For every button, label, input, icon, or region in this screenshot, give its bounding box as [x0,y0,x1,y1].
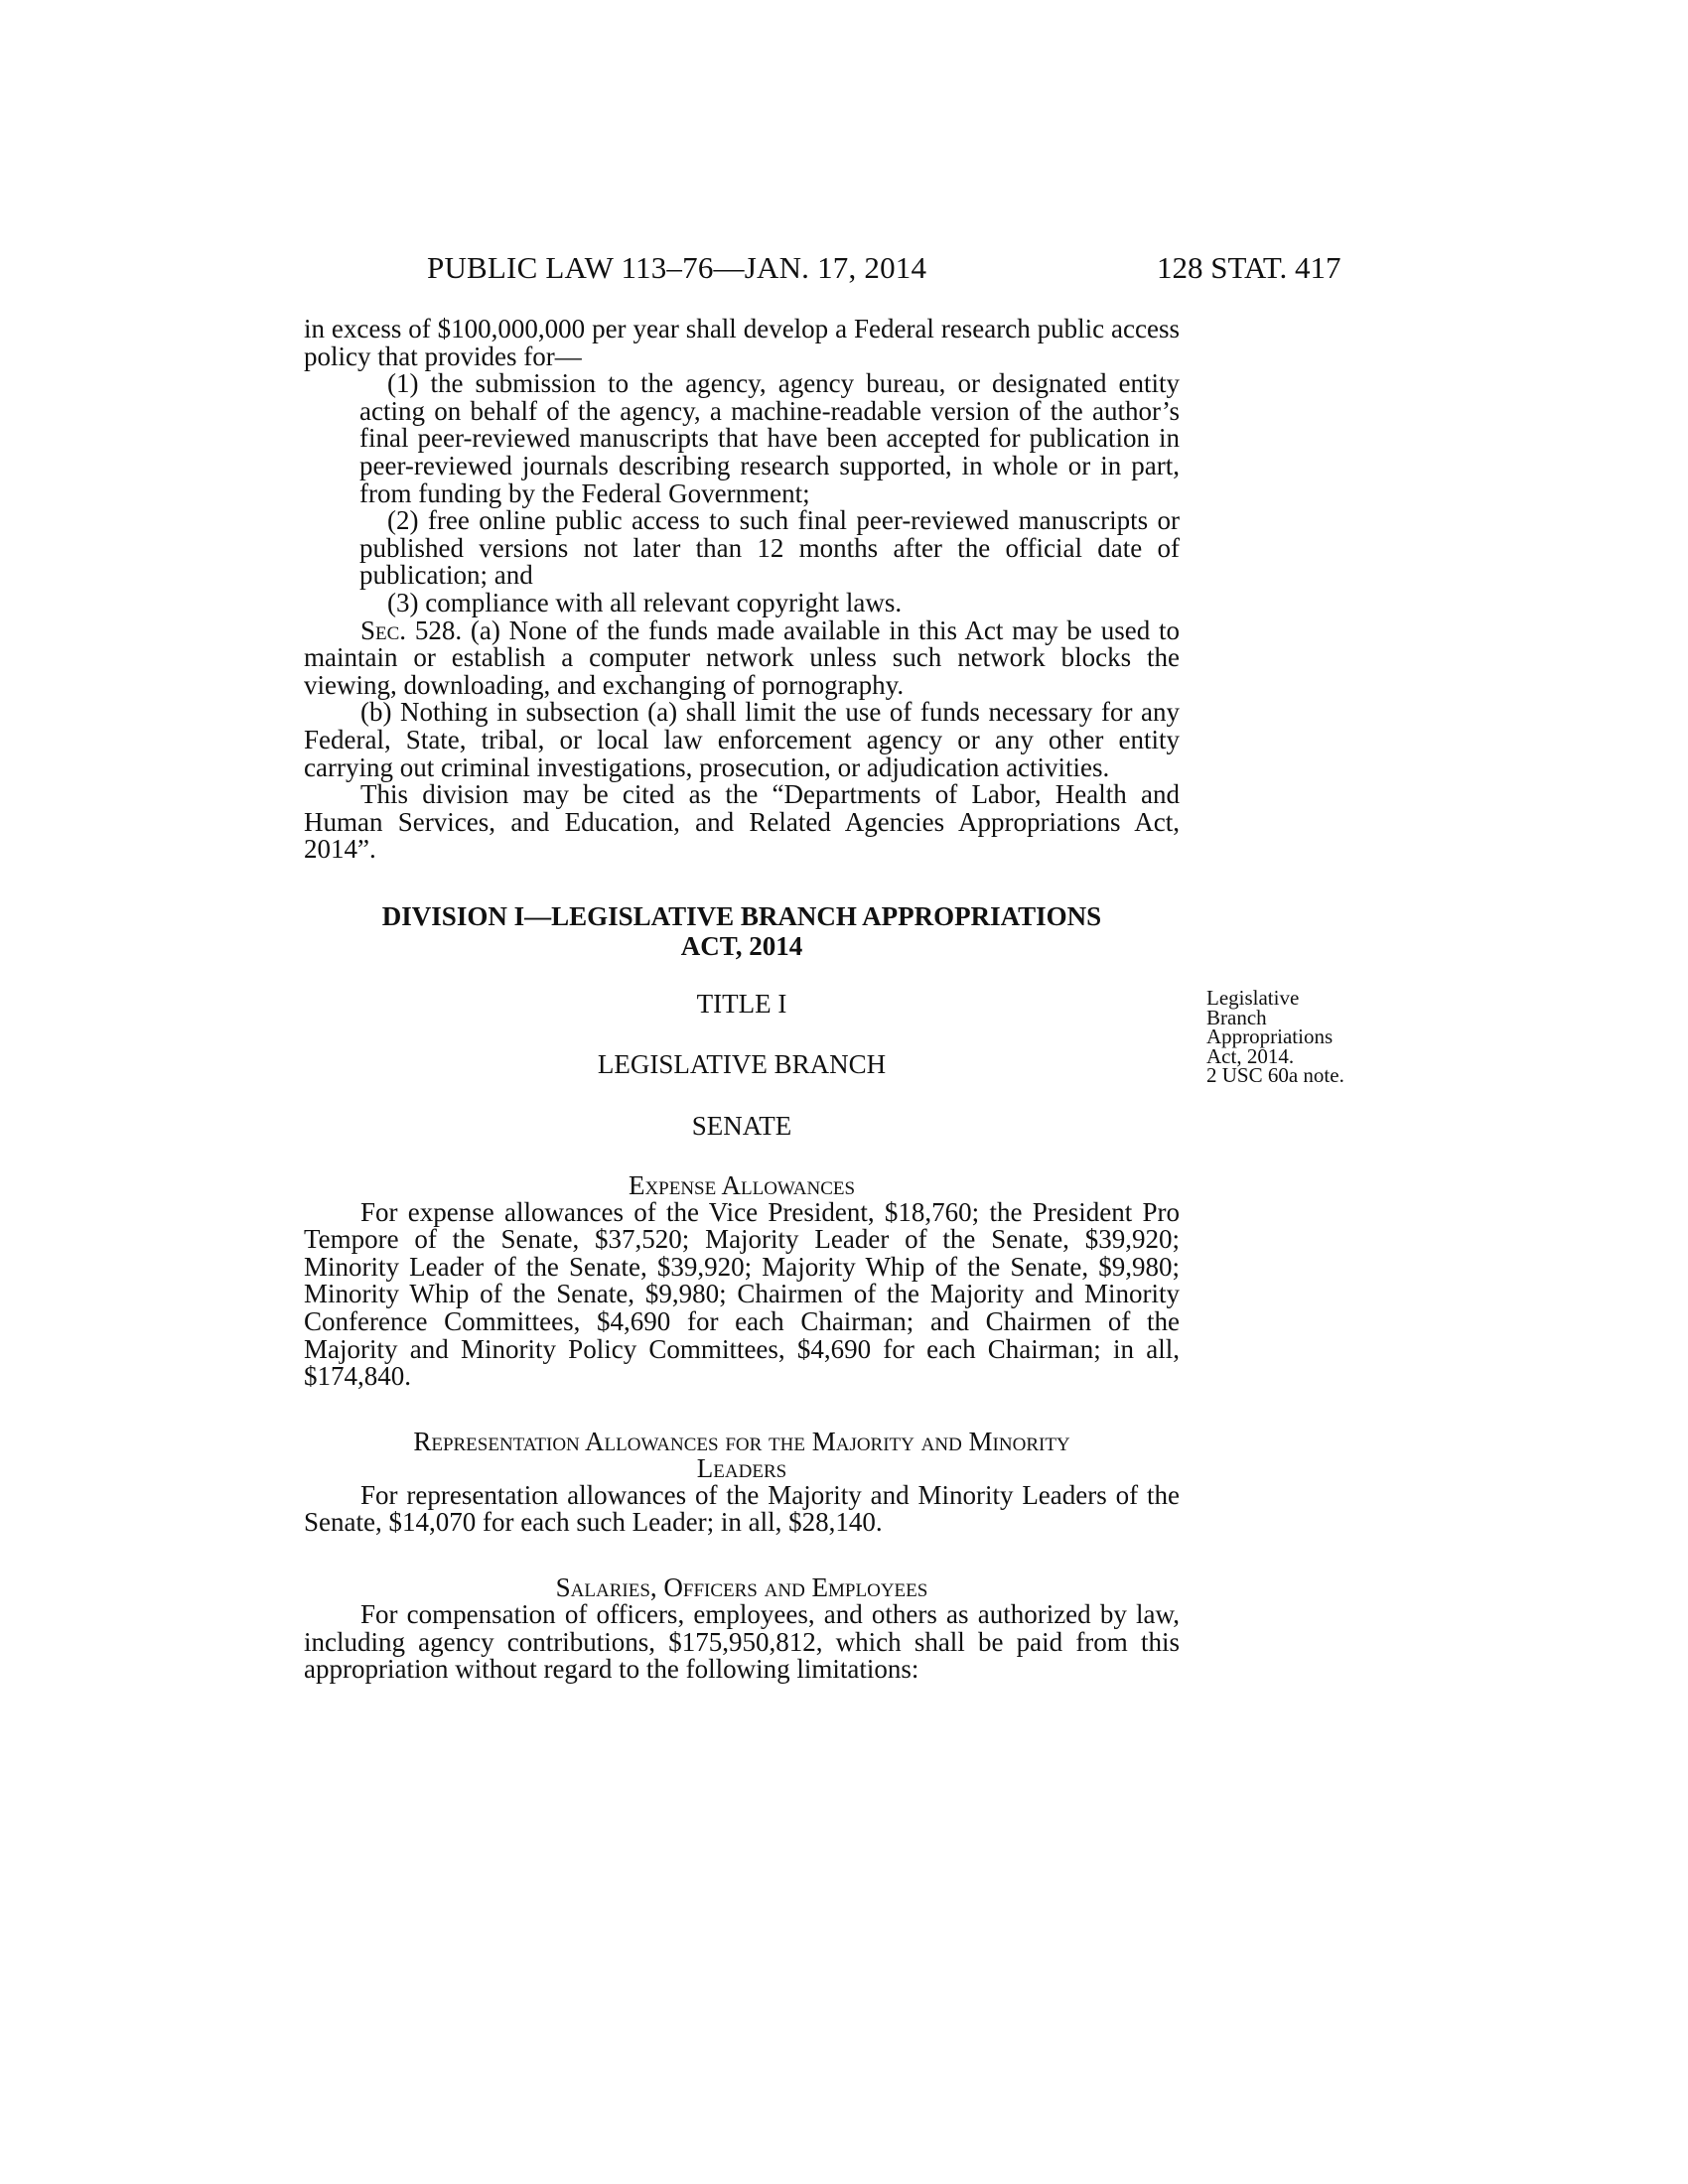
title-heading: TITLE I [696,988,787,1019]
section-528-subsection-b: (b) Nothing in subsection (a) shall limit the use of funds necessary for any Federal, State, tribal, or local law enforcement agency or any other entity carrying out criminal investigations, prosecution, or adjudication activities. [304,697,1180,782]
margin-note-line: Legislative [1206,986,1300,1010]
list-item-1-text: (1) the submission to the agency, agency bureau, or designated entity acting on behalf of the agency, a machine-readable version of the author’s final peer-reviewed manuscripts that have been accepted for publication in peer-reviewed journals describing research supported, in whole or in part, from funding by the Federal Government; [359,368,1180,508]
senate-heading: SENATE [691,1111,792,1142]
margin-note [1206,986,1385,1087]
expense-allowances-paragraph: For expense allowances of the Vice President, $18,760; the President Pro Tempore of the Senate, $37,520; Majority Leader of the Senate, $39,920; Minority Leader of the Senate, $39,920; Majority Whip of the Senate, $9,980; Minority Whip of the Senate, $9,980; Chairmen of the Majority and Minority Conference Committees, $4,690 for each Chairman; and Chairmen of the Majority and Minority Policy Committees, $4,690 for each Chairman; in all, $174,840. [304,1196,1180,1392]
list-item-2 [304,507,1180,590]
representation-allowances-heading [304,1426,1180,1483]
statute-page-reference: 128 STAT. 417 [1157,250,1341,285]
section-label: Sec. [360,614,407,645]
main-text-column [304,316,1180,1684]
running-header-title: PUBLIC LAW 113–76—JAN. 17, 2014 [427,250,927,285]
list-item-2-text: (2) free online public access to such final peer-reviewed manuscripts or published versions not later than 12 months after the official date of publication; and [359,505,1180,591]
division-heading-line-2: ACT, 2014 [680,930,803,961]
representation-allowances-paragraph: For representation allowances of the Majority and Minority Leaders of the Senate, $14,070 for each such Leader; in all, $28,140. [304,1479,1180,1538]
list-item-1 [304,370,1180,507]
list-item-3 [304,587,1180,617]
margin-note-line: Act, 2014. [1206,1043,1295,1068]
salaries-paragraph: For compensation of officers, employees, and others as authorized by law, including agency contributions, $175,950,812, which shall be paid from this appropriation without regard to the following limitations: [304,1599,1180,1685]
salaries-heading: Salaries, Officers and Employees [555,1572,928,1602]
branch-heading: LEGISLATIVE BRANCH [597,1049,887,1080]
margin-note-line: Branch [1206,1005,1267,1029]
division-heading [304,901,1180,961]
opening-paragraph: in excess of $100,000,000 per year shall develop a Federal research public access policy that provides for— [304,314,1180,371]
margin-note-line: Appropriations [1206,1024,1334,1048]
division-heading-line-1: DIVISION I—LEGISLATIVE BRANCH APPROPRIATIONS [381,900,1102,931]
citation-paragraph: This division may be cited as the “Departments of Labor, Health and Human Services, and Education, and Related Agencies Appropriations Act, 2014”. [304,779,1180,865]
list-item-3-text: (3) compliance with all relevant copyright laws. [387,587,903,617]
representation-heading-line-2: Leaders [696,1452,787,1483]
margin-note-line: 2 USC 60a note. [1206,1063,1344,1087]
expense-allowances-heading: Expense Allowances [628,1169,856,1200]
section-528-text: 528. (a) None of the funds made available in this Act may be used to maintain or establish a computer network unless such network blocks the viewing, downloading, and exchanging of pornography. [304,614,1180,700]
section-528-paragraph [304,614,1180,700]
representation-heading-line-1: Representation Allowances for the Majority and Minority [413,1426,1070,1456]
